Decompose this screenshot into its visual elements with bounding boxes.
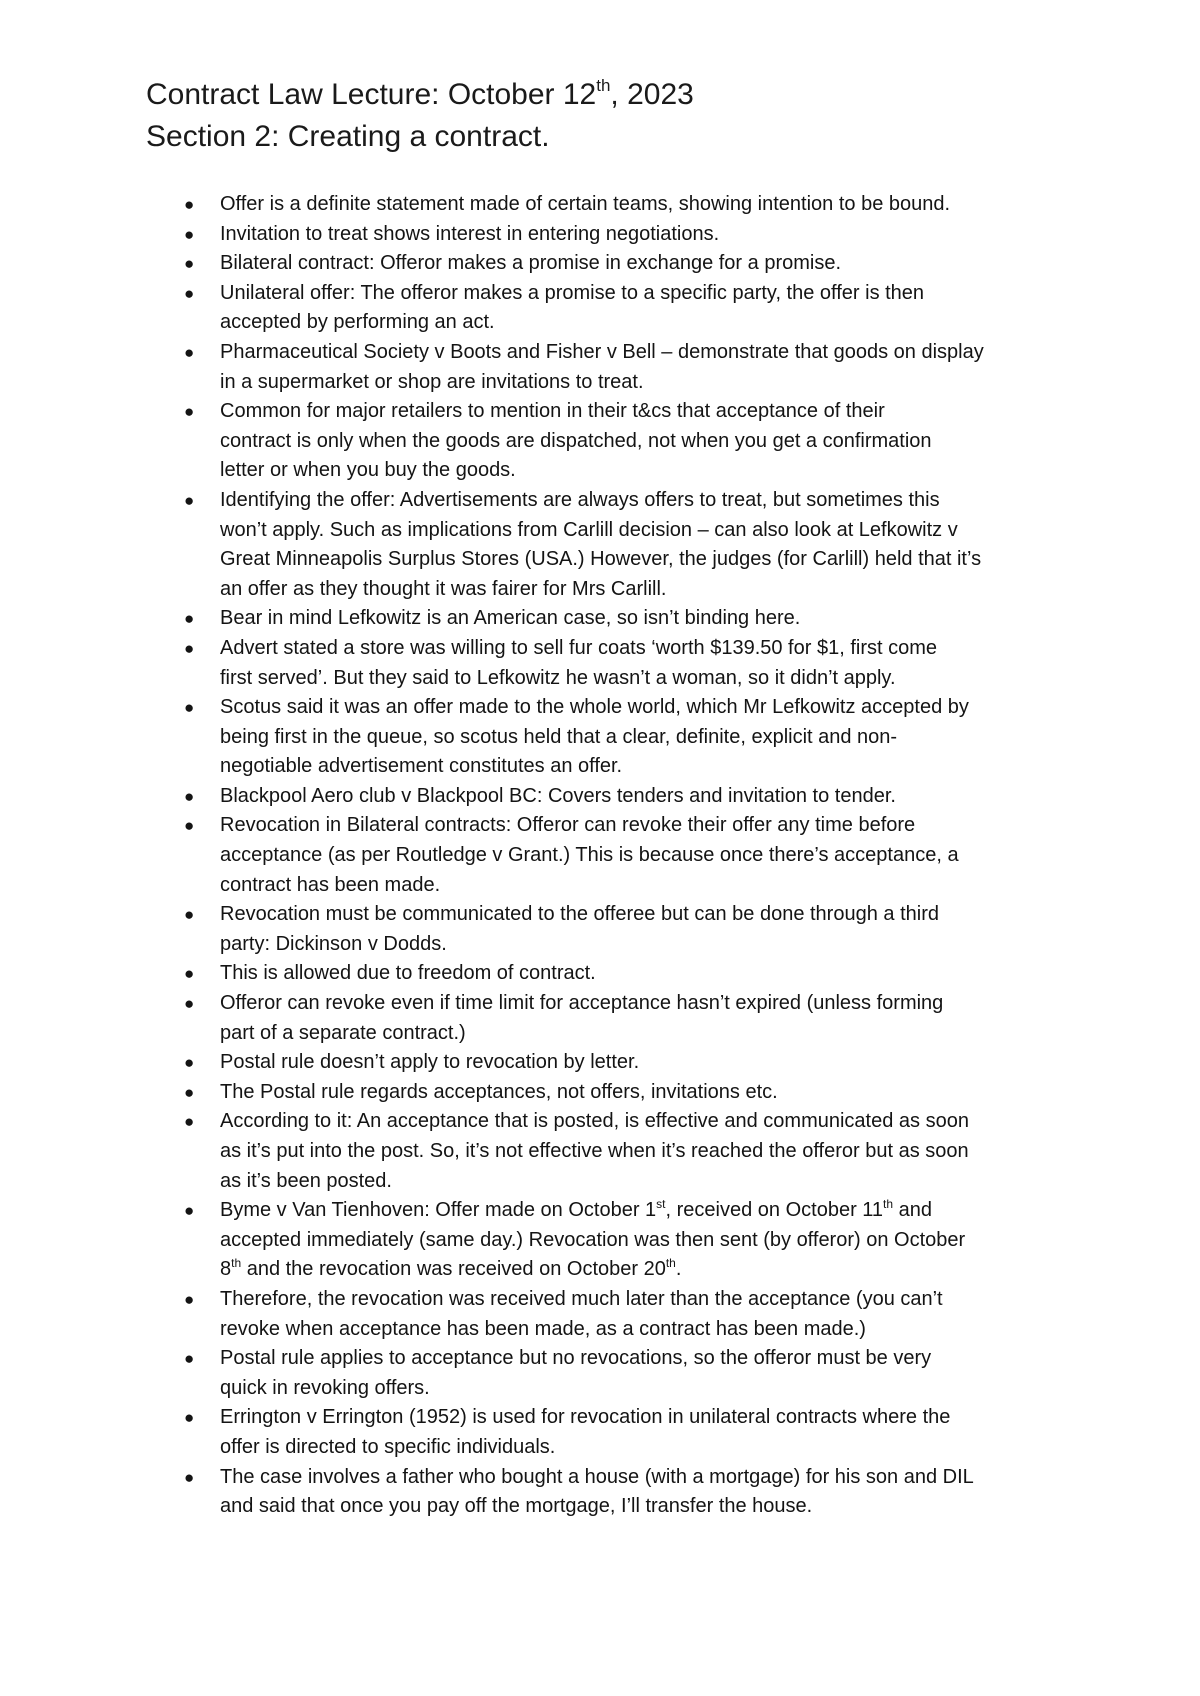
bullet-icon: ●: [184, 964, 195, 984]
note-line: party: Dickinson v Dodds.: [220, 932, 447, 955]
note-line: Advert stated a store was willing to sell fur coats ‘worth $139.50 for $1, first come: [220, 636, 937, 659]
note-item: [180, 634, 1080, 693]
note-line: an offer as they thought it was fairer for Mrs Carlill.: [220, 577, 667, 600]
bullet-icon: ●: [184, 609, 195, 629]
note-line: Therefore, the revocation was received much later than the acceptance (you can’t: [220, 1287, 943, 1310]
note-line: Blackpool Aero club v Blackpool BC: Covers tenders and invitation to tender.: [220, 784, 896, 807]
bullet-icon: ●: [184, 1112, 195, 1132]
note-line: first served’. But they said to Lefkowitz he wasn’t a woman, so it didn’t apply.: [220, 666, 896, 689]
note-line: Pharmaceutical Society v Boots and Fisher v Bell – demonstrate that goods on display: [220, 340, 984, 363]
document-header: [146, 74, 1106, 158]
note-line: Scotus said it was an offer made to the whole world, which Mr Lefkowitz accepted by: [220, 696, 969, 719]
section-title: Section 2: Creating a contract.: [146, 120, 550, 153]
note-line: acceptance (as per Routledge v Grant.) This is because once there’s acceptance, a: [220, 844, 959, 867]
note-line: Common for major retailers to mention in their t&cs that acceptance of their: [220, 400, 885, 423]
note-line: as it’s been posted.: [220, 1169, 392, 1192]
note-item: [180, 959, 1080, 989]
note-line: Offeror can revoke even if time limit for acceptance hasn’t expired (unless forming: [220, 992, 944, 1015]
note-line: Revocation must be communicated to the offeree but can be done through a third: [220, 903, 939, 926]
bullet-icon: ●: [184, 1467, 195, 1487]
bullet-icon: ●: [184, 994, 195, 1014]
bullet-icon: ●: [184, 1289, 195, 1309]
note-line: Bilateral contract: Offeror makes a promise in exchange for a promise.: [220, 252, 842, 275]
note-item: [180, 1344, 1080, 1403]
bullet-icon: ●: [184, 698, 195, 718]
note-line: The Postal rule regards acceptances, not offers, invitations etc.: [220, 1080, 778, 1103]
note-item: [180, 220, 1080, 250]
note-item: [180, 1403, 1080, 1462]
note-item: [180, 900, 1080, 959]
bullet-icon: ●: [184, 638, 195, 658]
note-line: According to it: An acceptance that is posted, is effective and communicated as soon: [220, 1110, 969, 1133]
note-line: Bear in mind Lefkowitz is an American case, so isn’t binding here.: [220, 607, 801, 630]
note-line: won’t apply. Such as implications from Carlill decision – can also look at Lefkowitz v: [220, 518, 958, 541]
note-line: Errington v Errington (1952) is used for revocation in unilateral contracts where the: [220, 1406, 951, 1429]
lecture-title-text: Contract Law Lecture: October 12: [146, 78, 597, 111]
note-item: [180, 486, 1080, 604]
note-item: [180, 1078, 1080, 1108]
note-item: [180, 1048, 1080, 1078]
note-item: [180, 190, 1080, 220]
bullet-icon: ●: [184, 254, 195, 274]
note-line: Revocation in Bilateral contracts: Offeror can revoke their offer any time before: [220, 814, 916, 837]
note-line: The case involves a father who bought a house (with a mortgage) for his son and DIL: [220, 1465, 974, 1488]
note-line: accepted immediately (same day.) Revocation was then sent (by offeror) on October: [220, 1228, 966, 1251]
note-line: and said that once you pay off the mortgage, I’ll transfer the house.: [220, 1495, 813, 1518]
note-item: [180, 604, 1080, 634]
note-item: [180, 338, 1080, 397]
note-line: negotiable advertisement constitutes an offer.: [220, 755, 623, 778]
note-line: quick in revoking offers.: [220, 1376, 430, 1399]
lecture-title-year: , 2023: [610, 78, 694, 111]
bullet-icon: ●: [184, 1349, 195, 1369]
note-line: offer is directed to specific individuals.: [220, 1435, 556, 1458]
note-item: [180, 249, 1080, 279]
note-item: [180, 782, 1080, 812]
bullet-icon: ●: [184, 402, 195, 422]
note-line: contract is only when the goods are dispatched, not when you get a confirmation: [220, 429, 932, 452]
notes-list: [180, 190, 1080, 1522]
note-line: in a supermarket or shop are invitations to treat.: [220, 370, 644, 393]
note-item: [180, 1196, 1080, 1285]
bullet-icon: ●: [184, 1408, 195, 1428]
note-item: [180, 1285, 1080, 1344]
note-line: Byme v Van Tienhoven: Offer made on October 1st, received on October 11th and: [220, 1196, 932, 1222]
note-item: [180, 811, 1080, 900]
bullet-icon: ●: [184, 816, 195, 836]
note-line: revoke when acceptance has been made, as a contract has been made.): [220, 1317, 866, 1340]
bullet-icon: ●: [184, 1053, 195, 1073]
note-line: letter or when you buy the goods.: [220, 459, 516, 482]
bullet-icon: ●: [184, 224, 195, 244]
note-line: Postal rule applies to acceptance but no revocations, so the offeror must be very: [220, 1347, 932, 1370]
bullet-icon: ●: [184, 1082, 195, 1102]
bullet-icon: ●: [184, 283, 195, 303]
bullet-icon: ●: [184, 1201, 195, 1221]
note-line: This is allowed due to freedom of contract.: [220, 962, 596, 985]
bullet-icon: ●: [184, 786, 195, 806]
ordinal-suffix: th: [231, 1255, 242, 1270]
note-line: accepted by performing an act.: [220, 311, 495, 334]
note-line: Identifying the offer: Advertisements are always offers to treat, but sometimes this: [220, 488, 940, 511]
note-line: contract has been made.: [220, 873, 441, 896]
note-line: Great Minneapolis Surplus Stores (USA.) However, the judges (for Carlill) held that it’s: [220, 548, 982, 571]
note-line: 8th and the revocation was received on October 20th.: [220, 1255, 682, 1281]
lecture-title-ordinal: th: [596, 76, 611, 95]
note-item: [180, 1463, 1080, 1522]
ordinal-suffix: th: [665, 1255, 676, 1270]
bullet-icon: ●: [184, 195, 195, 214]
note-item: [180, 1107, 1080, 1196]
note-item: [180, 989, 1080, 1048]
bullet-icon: ●: [184, 490, 195, 510]
note-line: Invitation to treat shows interest in entering negotiations.: [220, 222, 720, 245]
note-line: Postal rule doesn’t apply to revocation by letter.: [220, 1051, 640, 1074]
note-line: being first in the queue, so scotus held that a clear, definite, explicit and non-: [220, 725, 898, 748]
ordinal-suffix: th: [883, 1196, 894, 1211]
note-item: [180, 693, 1080, 782]
note-item: [180, 279, 1080, 338]
note-item: [180, 397, 1080, 486]
note-line: as it’s put into the post. So, it’s not effective when it’s reached the offeror but as soon: [220, 1140, 969, 1162]
bullet-icon: ●: [184, 905, 195, 925]
bullet-icon: ●: [184, 342, 195, 362]
ordinal-suffix: st: [656, 1196, 666, 1211]
note-line: Offer is a definite statement made of certain teams, showing intention to be bound.: [220, 193, 951, 215]
note-line: part of a separate contract.): [220, 1021, 466, 1044]
lecture-title: [146, 74, 1106, 116]
note-line: Unilateral offer: The offeror makes a promise to a specific party, the offer is then: [220, 281, 925, 304]
